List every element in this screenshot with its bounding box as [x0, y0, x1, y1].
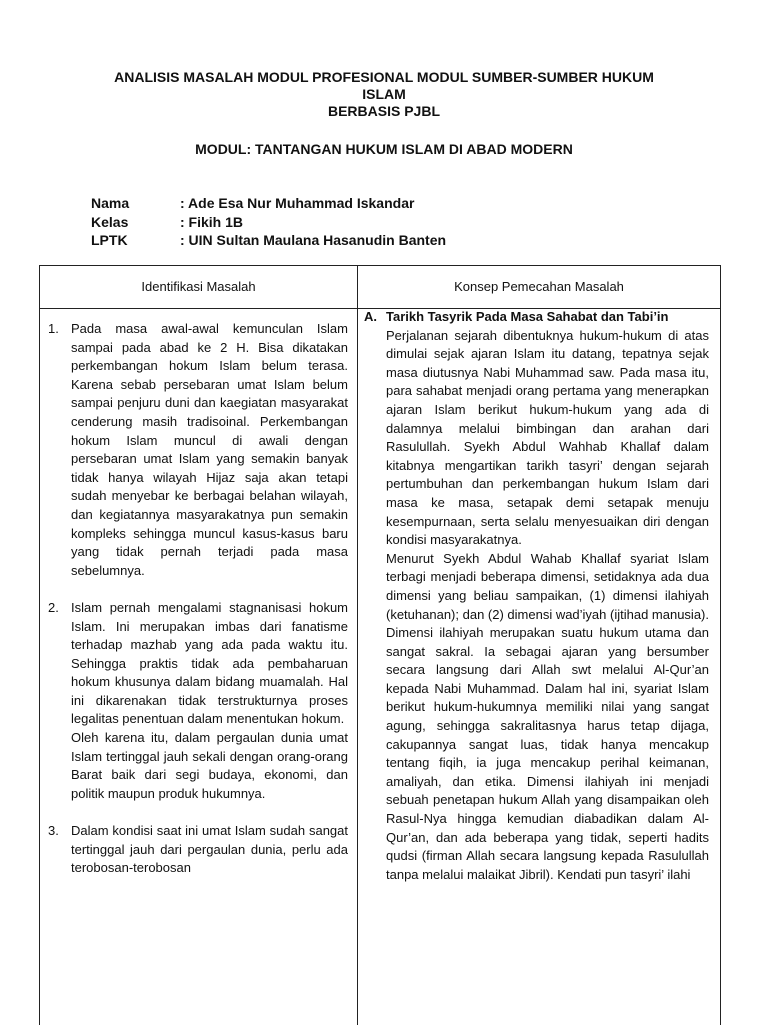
- identity-block: [91, 194, 446, 250]
- title-line-3: BERBASIS PJBL: [327, 103, 441, 119]
- item-number: 1.: [48, 321, 59, 336]
- module-title: MODUL: TANTANGAN HUKUM ISLAM DI ABAD MODERN: [195, 141, 573, 157]
- item-text: Islam pernah mengalami stagnanisasi hokum Islam. Ini merupakan imbas dari fanatisme terhadap mazhab yang ada pada waktu itu. Sehingga praktis tidak ada pembaharuan hokum khusunya dalam bidang muamalah. Hal ini dikarenakan tidak terstrukturnya proses legalitas penentuan dalam menentukan hokum.: [71, 599, 348, 727]
- analysis-table: [39, 265, 721, 1025]
- identity-row-kelas: [91, 213, 446, 232]
- identity-value: : Fikih 1B: [180, 213, 244, 230]
- item-text: Dalam kondisi saat ini umat Islam sudah sangat tertinggal jauh dari pergaulan dunia, perlu ada terobosan-terobosan: [71, 823, 348, 876]
- list-item: [48, 599, 348, 804]
- identity-label: LPTK: [91, 232, 128, 248]
- section-title: Tarikh Tasyrik Pada Masa Sahabat dan Tabi’in: [386, 309, 669, 324]
- item-text: Pada masa awal-awal kemunculan Islam sampai pada abad ke 2 H. Bisa dikatakan perkembangan hokum Islam belum terasa. Karena sebab persebaran umat Islam belum sampai penjuru duni dan kaegiatan masyarakat cenderung masih tradisoinal. Perkembangan hokum Islam muncul di awali dengan persebaran umat Islam yang semakin banyak tidak hanya wilayah Hijaz saja akan tetapi sudah menyebar ke berbagai belahan wilayah, dan kegiatannya masyarakatnya pun semakin kompleks sehingga muncul kasus-kasus baru yang tidak pernah terjadi pada masa sebelumnya.: [71, 321, 348, 578]
- solution-section: [364, 308, 709, 884]
- identity-label: Nama: [91, 195, 130, 211]
- title-line-2: ISLAM: [362, 86, 406, 102]
- item-number: 2.: [48, 599, 59, 615]
- identity-row-nama: [91, 194, 446, 213]
- identity-label: Kelas: [91, 213, 129, 230]
- header-identifikasi-masalah: Identifikasi Masalah: [141, 279, 256, 294]
- paragraph: Menurut Syekh Abdul Wahab Khallaf syariat Islam terbagi menjadi beberapa dimensi, setidaknya ada dua dimensi yang beliau sampaikan, (1) dimensi ilahiyah (ketuhanan); dan (2) dimensi wad’iyah (ijtihad manusia). Dimensi ilahiyah merupakan suatu hukum utama dan sangat sakral. Ia sebagai ajaran yang bersumber secara langsung dari Allah swt melalui Al-Qur’an kepada Nabi Muhammad. Dalam hal ini, syariat Islam berikut hukum-hukumnya memiliki nilai yang sangat agung, sehingga sakralitasnya harus tetap dijaga, cakupannya sangat luas, tidak hanya mencakup tentang fiqih, ia juga mencakup perihal keimanan, amaliyah, dan etika. Dimensi ilahiyah ini menjadi sebuah penetapan hukum Allah yang disampaikan oleh Rasul-Nya hingga kemudian diabadikan dalam Al-Qur’an, dan ada beberapa yang tidak, seperti hadits qudsi (firman Allah secara langsung kepada Rasulullah tanpa melalui malaikat Jibril). Kendati pun tasyri’ ilahi: [386, 550, 709, 882]
- identity-value: : UIN Sultan Maulana Hasanudin Banten: [180, 232, 447, 248]
- section-letter: A.: [364, 309, 377, 324]
- header-konsep-pemecahan-masalah: Konsep Pemecahan Masalah: [454, 279, 624, 294]
- identity-value: : Ade Esa Nur Muhammad Iskandar: [180, 195, 415, 211]
- problem-list: [48, 320, 348, 896]
- section-heading: [364, 308, 709, 327]
- list-item: [48, 822, 348, 878]
- identity-row-lptk: [91, 231, 446, 250]
- item-number: 3.: [48, 823, 59, 839]
- paragraph: Perjalanan sejarah dibentuknya hukum-hukum di atas dimulai sejak ajaran Islam itu datang, tepatnya sejak masa diutusnya Nabi Muhammad saw. Pada masa itu, para sahabat menjadi orang pertama yang menerapkan ajaran Islam berikut hukum-hukum yang ada di dalamnya melalui bimbingan dan arahan dari Rasulullah. Syekh Abdul Wahhab Khallaf dalam kitabnya mengartikan tarikh tasyri’ dengan sejarah pertumbuhan dan perkembangan hukum Islam dari masa ke masa, setapak demi setapak menuju kesempurnaan, serta selalu menyesuaikan diri dengan kondisi masyarakatnya.: [386, 327, 709, 548]
- section-body: [364, 327, 709, 885]
- list-item: [48, 320, 348, 580]
- column-divider: [357, 266, 358, 1025]
- document-title: [40, 69, 728, 120]
- item-text-continued: Oleh karena itu, dalam pergaulan dunia umat Islam tertinggal jauh sekali dengan orang-orang Barat baik dari segi budaya, ekonomi, dan politik maupun produk hukumnya.: [71, 730, 348, 801]
- title-line-1: ANALISIS MASALAH MODUL PROFESIONAL MODUL SUMBER-SUMBER HUKUM: [114, 69, 654, 85]
